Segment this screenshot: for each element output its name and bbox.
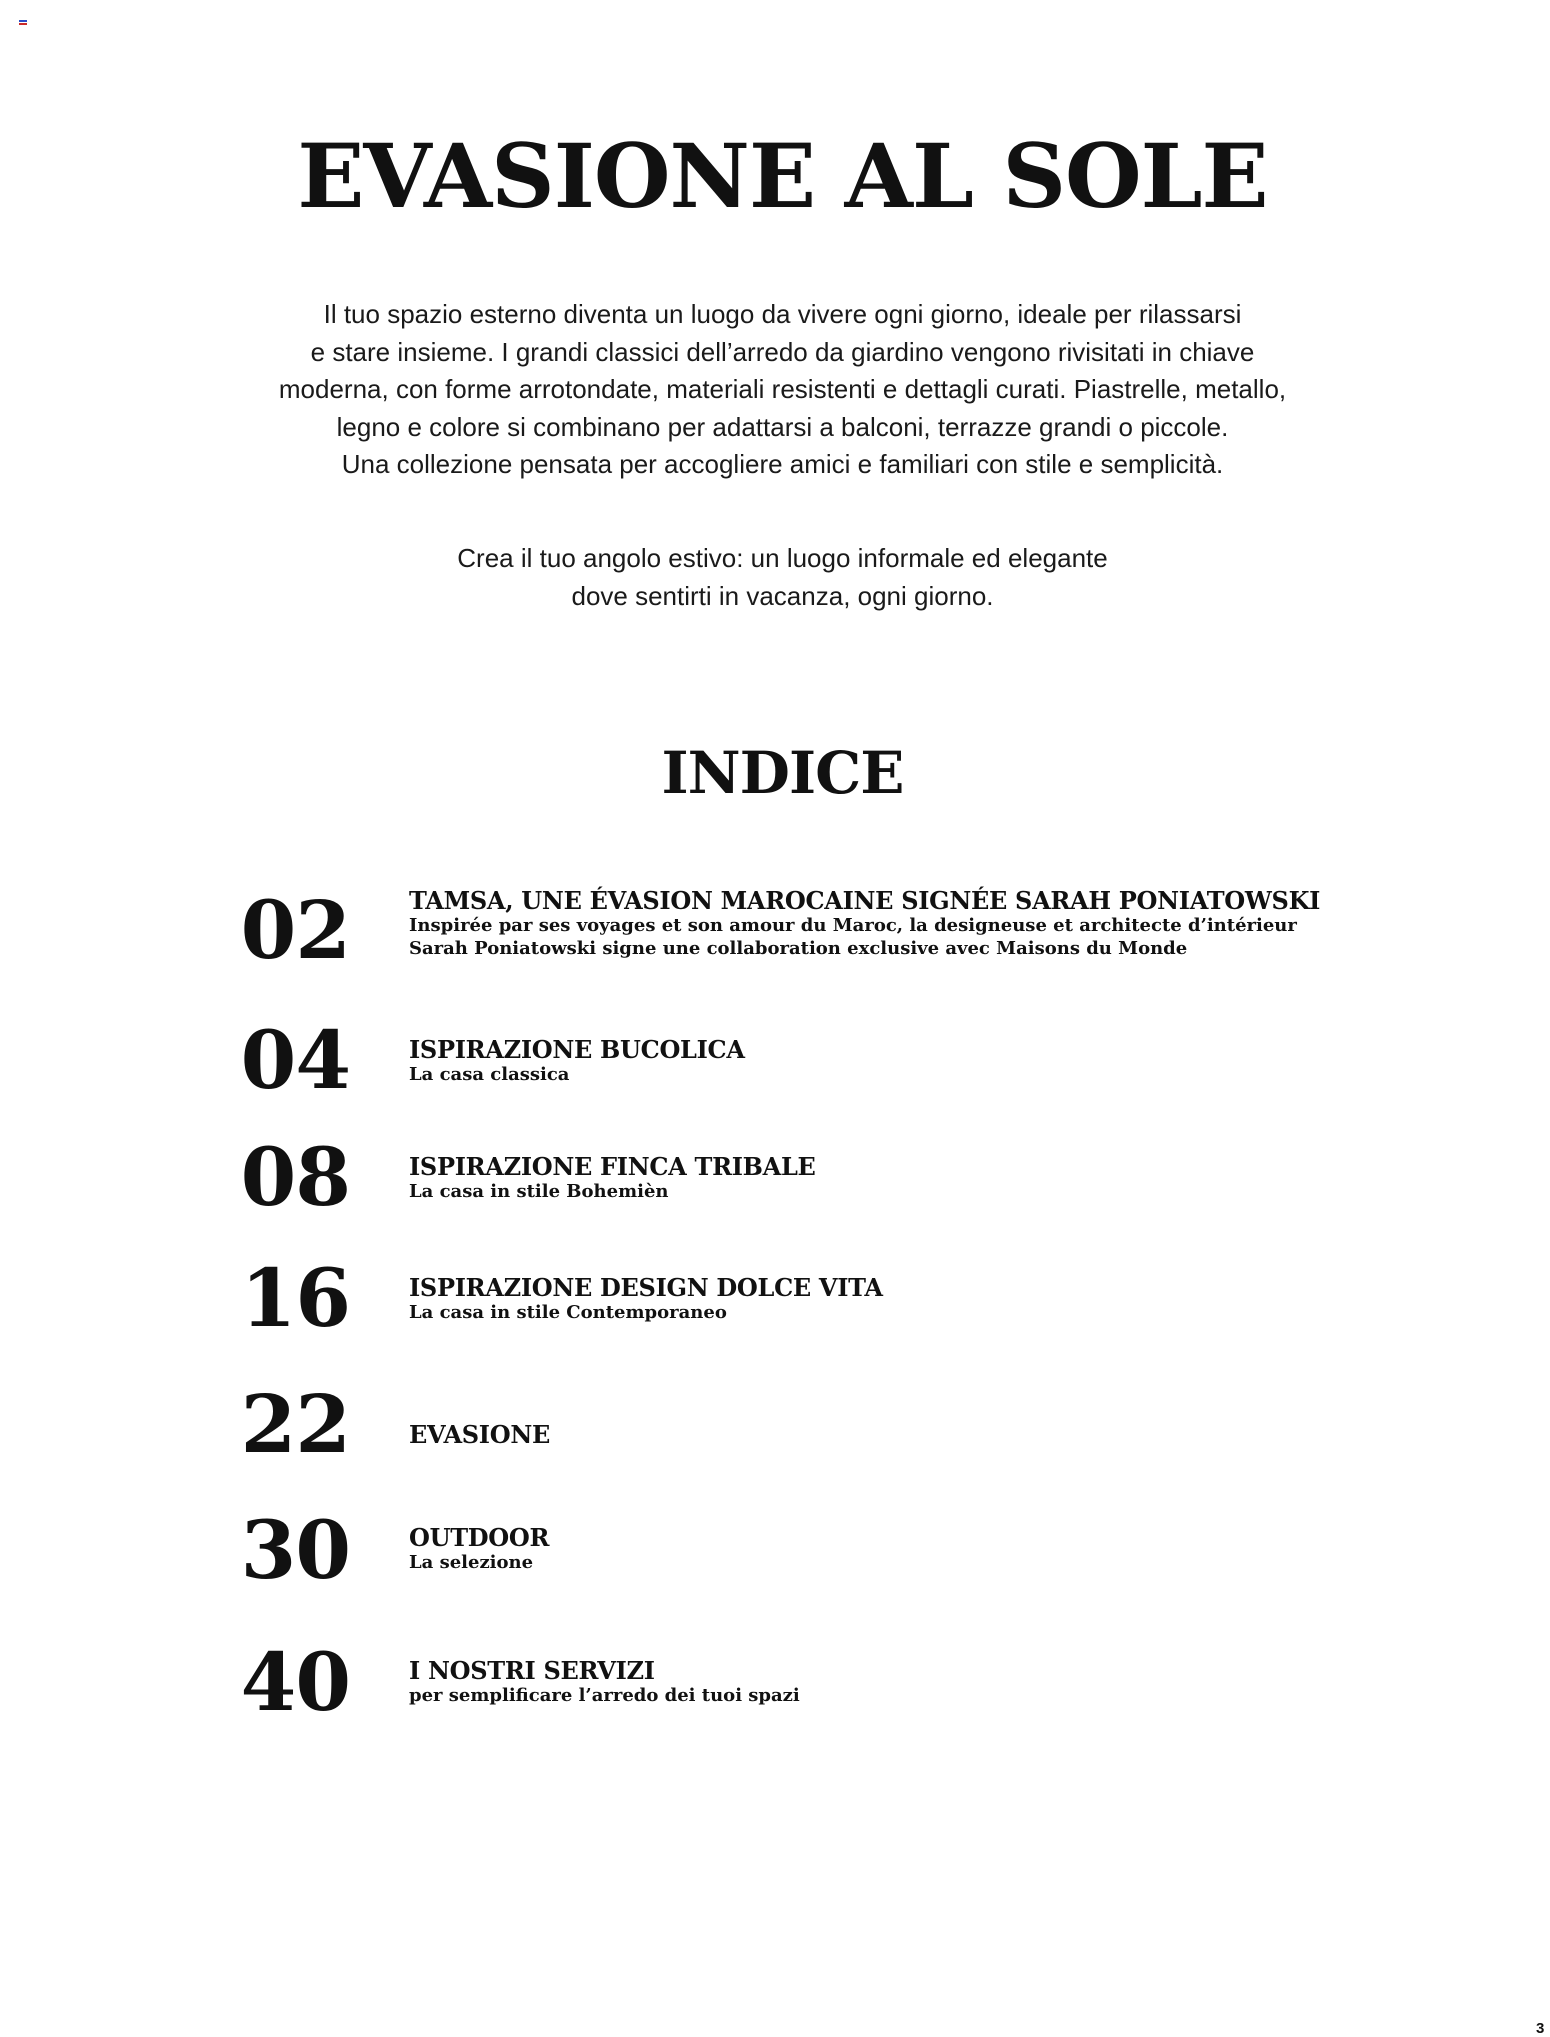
intro-line: Una collezione pensata per accogliere amici e familiari con stile e semplicità. xyxy=(341,449,1224,479)
intro-paragraph xyxy=(175,296,1390,484)
toc-text xyxy=(409,1037,745,1086)
toc-heading: ISPIRAZIONE DESIGN DOLCE VITA xyxy=(409,1273,883,1302)
toc-subtitle: La casa classica xyxy=(409,1064,570,1085)
toc-heading: ISPIRAZIONE FINCA TRIBALE xyxy=(409,1152,816,1181)
index-title: INDICE xyxy=(661,739,904,807)
toc-text xyxy=(409,1658,800,1707)
toc-text xyxy=(409,1525,549,1574)
toc-page-number: 22 xyxy=(240,1377,350,1471)
toc-text xyxy=(409,888,1320,960)
toc-subtitle: per semplificare l’arredo dei tuoi spazi xyxy=(409,1685,800,1706)
intro-line: legno e colore si combinano per adattarsi a balconi, terrazze grandi o piccole. xyxy=(336,411,1229,442)
toc-page-number: 04 xyxy=(240,1013,350,1107)
toc-text xyxy=(409,1154,816,1203)
toc-text xyxy=(409,1422,550,1448)
tagline-line: dove sentirti in vacanza, ogni giorno. xyxy=(571,580,994,611)
toc-heading: I NOSTRI SERVIZI xyxy=(409,1656,655,1685)
toc-page-number: 40 xyxy=(240,1635,350,1729)
tagline-paragraph xyxy=(175,540,1390,615)
toc-page-number: 08 xyxy=(240,1130,350,1224)
toc-page-number: 02 xyxy=(240,883,350,977)
toc-text xyxy=(409,1275,883,1324)
toc-subtitle: La selezione xyxy=(409,1552,534,1573)
toc-heading: OUTDOOR xyxy=(409,1523,550,1552)
intro-line: Il tuo spazio esterno diventa un luogo da vivere ogni giorno, ideale per rilassarsi xyxy=(323,299,1242,329)
toc-heading: TAMSA, UNE ÉVASION MAROCAINE SIGNÉE SARAH PONIATOWSKI xyxy=(409,886,1321,915)
toc-page-number: 16 xyxy=(240,1251,350,1345)
toc-heading: ISPIRAZIONE BUCOLICA xyxy=(409,1035,745,1064)
intro-line: moderna, con forme arrotondate, materiali resistenti e dettagli curati. Piastrelle, metallo, xyxy=(278,374,1287,404)
page-title: EVASIONE AL SOLE xyxy=(297,124,1268,228)
toc-subtitle: La casa in stile Contemporaneo xyxy=(409,1302,727,1323)
tagline-line: Crea il tuo angolo estivo: un luogo informale ed elegante xyxy=(457,543,1108,573)
intro-line: e stare insieme. I grandi classici dell’arredo da giardino vengono rivisitati in chiave xyxy=(310,336,1255,367)
toc-subtitle: La casa in stile Bohemièn xyxy=(409,1181,669,1202)
toc-heading: EVASIONE xyxy=(409,1420,550,1449)
toc-subtitle: Inspirée par ses voyages et son amour du Maroc, la designeuse et architecte d’intérieur xyxy=(409,915,1297,936)
toc-subtitle: Sarah Poniatowski signe une collaboration exclusive avec Maisons du Monde xyxy=(409,938,1188,959)
page-number: 3 xyxy=(1536,2020,1545,2037)
italian-flag-icon xyxy=(19,20,27,26)
toc-page-number: 30 xyxy=(240,1503,350,1597)
